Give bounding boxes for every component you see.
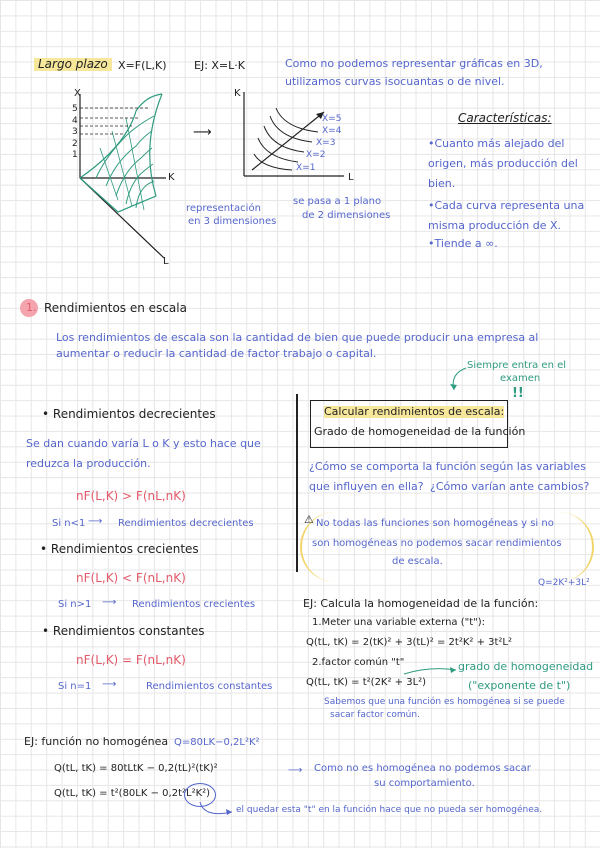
decrecientes-formula: nF(L,K) > F(nL,nK) bbox=[76, 489, 186, 503]
isoquant-label: X=5 bbox=[322, 114, 342, 124]
caption-3d-line-2: en 3 dimensiones bbox=[188, 216, 277, 227]
decrecientes-desc-line-1: Se dan cuando varía L o K y esto hace que bbox=[26, 437, 261, 450]
isoquant-label: X=2 bbox=[306, 150, 326, 160]
example-step-2: 2.factor común "t" bbox=[312, 657, 405, 668]
nonhomog-function: Q=80LK−0,2L²K² bbox=[174, 737, 260, 748]
nonhomog-note-line-2: su comportamiento. bbox=[374, 778, 475, 789]
constantes-formula: nF(L,K) = F(nL,nK) bbox=[76, 653, 186, 667]
grade-label-line-2: ("exponente de t") bbox=[468, 679, 571, 692]
tick-label: 4 bbox=[72, 115, 78, 126]
arrow-icon: ⟶ bbox=[102, 597, 117, 608]
caption-3d-line-1: representación bbox=[186, 203, 261, 214]
section-number: 1. bbox=[26, 301, 37, 314]
intro-line-1: Como no podemos representar gráficas en 3D, bbox=[285, 57, 543, 70]
caption-2d-line-1: se pasa a 1 plano bbox=[293, 196, 382, 207]
decrecientes-result: Rendimientos decrecientes bbox=[118, 518, 254, 529]
example-side-formula: Q=2K²+3L² bbox=[538, 578, 590, 588]
tick-label: 5 bbox=[72, 104, 78, 114]
homog-note-line-2: sacar factor común. bbox=[330, 710, 420, 720]
nonhomog-eq-1: Q(tL, tK) = 80tLtK − 0,2(tL)²(tK)² bbox=[54, 763, 218, 774]
caption-2d-line-2: de 2 dimensiones bbox=[302, 210, 391, 221]
nonhomog-note-2: el quedar esta "t" en la función hace que no pueda ser homogénea. bbox=[236, 805, 543, 815]
constantes-condition: Si n=1 bbox=[58, 681, 92, 692]
grade-label-line-1: grado de homogeneidad bbox=[458, 660, 594, 673]
warning-line-1: No todas las funciones son homogéneas y si no bbox=[316, 518, 554, 529]
characteristic-item: •Cuanto más alejado del origen, más producción del bien. bbox=[428, 137, 578, 190]
arrow-icon: ⟶ bbox=[102, 679, 117, 690]
nonhomog-note-line-1: Como no es homogénea no podemos sacar bbox=[314, 763, 531, 774]
warning-icon: ⚠ bbox=[304, 513, 314, 526]
calc-box-line-2: Grado de homogeneidad de la función bbox=[314, 425, 526, 438]
exam-note-line-1: Siempre entra en el bbox=[467, 360, 567, 371]
decrecientes-title: • Rendimientos decrecientes bbox=[42, 407, 216, 421]
axis-x-label: X bbox=[74, 88, 81, 99]
nonhomog-title: EJ: función no homogénea bbox=[24, 735, 169, 748]
calc-box-line-1: Calcular rendimientos de escala: bbox=[324, 405, 505, 418]
exam-note-arrow bbox=[446, 364, 470, 394]
column-divider bbox=[296, 394, 298, 572]
example-eq-2: Q(tL, tK) = t²(2K² + 3L²) bbox=[306, 677, 427, 688]
question-line-3: ¿Cómo varían ante cambios? bbox=[430, 480, 590, 493]
crecientes-formula: nF(L,K) < F(nL,nK) bbox=[76, 571, 186, 585]
axis-ticks bbox=[72, 104, 78, 162]
crecientes-title: • Rendimientos crecientes bbox=[40, 542, 199, 556]
transform-arrow: ⟶ bbox=[193, 125, 212, 140]
tick-label: 2 bbox=[72, 138, 78, 149]
section-title-largo-plazo: Largo plazo bbox=[34, 58, 112, 71]
constantes-result: Rendimientos constantes bbox=[146, 681, 273, 692]
intro-line-2: utilizamos curvas isocuantas o de nivel. bbox=[285, 75, 505, 88]
nonhomog-eq-2: Q(tL, tK) = t²(80LK − 0,2t²L²K²) bbox=[54, 788, 211, 799]
arrow-icon: ⟶ bbox=[88, 516, 103, 527]
decrecientes-condition: Si n<1 bbox=[52, 518, 86, 529]
characteristic-item: •Tiende a ∞. bbox=[428, 237, 498, 250]
tick-label: 1 bbox=[72, 150, 78, 161]
grade-arrow bbox=[402, 664, 458, 678]
crecientes-result: Rendimientos crecientes bbox=[132, 599, 256, 610]
t-note-arrow bbox=[196, 800, 236, 824]
production-function: X=F(L,K) bbox=[118, 59, 167, 72]
homog-note-line-1: Sabemos que una función es homogénea si se puede bbox=[324, 697, 565, 707]
example-step-1: 1.Meter una variable externa ("t"): bbox=[312, 617, 486, 628]
axis-l-label-2d: L bbox=[348, 172, 354, 183]
warning-line-3: de escala. bbox=[392, 556, 443, 567]
isoquant-label: X=1 bbox=[296, 163, 316, 173]
isoquant-label: X=4 bbox=[322, 126, 342, 136]
decrecientes-desc-line-2: reduzca la producción. bbox=[26, 457, 151, 470]
section-desc-line-2: aumentar o reducir la cantidad de factor trabajo o capital. bbox=[56, 347, 377, 360]
characteristic-item: •Cada curva representa una misma producción de X. bbox=[428, 199, 585, 232]
arrow-icon: ⟶ bbox=[288, 765, 303, 776]
axis-l-label: L bbox=[163, 256, 169, 267]
warning-line-2: son homogéneas no podemos sacar rendimientos bbox=[312, 538, 562, 549]
axis-k-label-2d: K bbox=[234, 88, 241, 99]
example-title: EJ: Calcula la homogeneidad de la función: bbox=[303, 597, 539, 610]
crecientes-condition: Si n>1 bbox=[58, 599, 92, 610]
tick-label: 3 bbox=[72, 127, 78, 138]
exam-note-marks: !! bbox=[512, 386, 524, 401]
question-line-1: ¿Cómo se comporta la función según las variables bbox=[309, 460, 586, 473]
constantes-title: • Rendimientos constantes bbox=[42, 624, 205, 638]
section-title: Rendimientos en escala bbox=[44, 301, 187, 315]
axis-k-label: K bbox=[168, 172, 175, 183]
question-line-2: que influyen en ella? bbox=[309, 480, 424, 493]
example-eq-1: Q(tL, tK) = 2(tK)² + 3(tL)² = 2t²K² + 3t²L² bbox=[306, 637, 512, 648]
example-function: EJ: X=L·K bbox=[194, 59, 245, 72]
isoquant-label: X=3 bbox=[316, 138, 336, 148]
characteristics-title: Características: bbox=[458, 111, 552, 125]
exam-note-line-2: examen bbox=[500, 373, 541, 384]
section-desc-line-1: Los rendimientos de escala son la cantidad de bien que puede producir una empresa al bbox=[56, 331, 539, 344]
